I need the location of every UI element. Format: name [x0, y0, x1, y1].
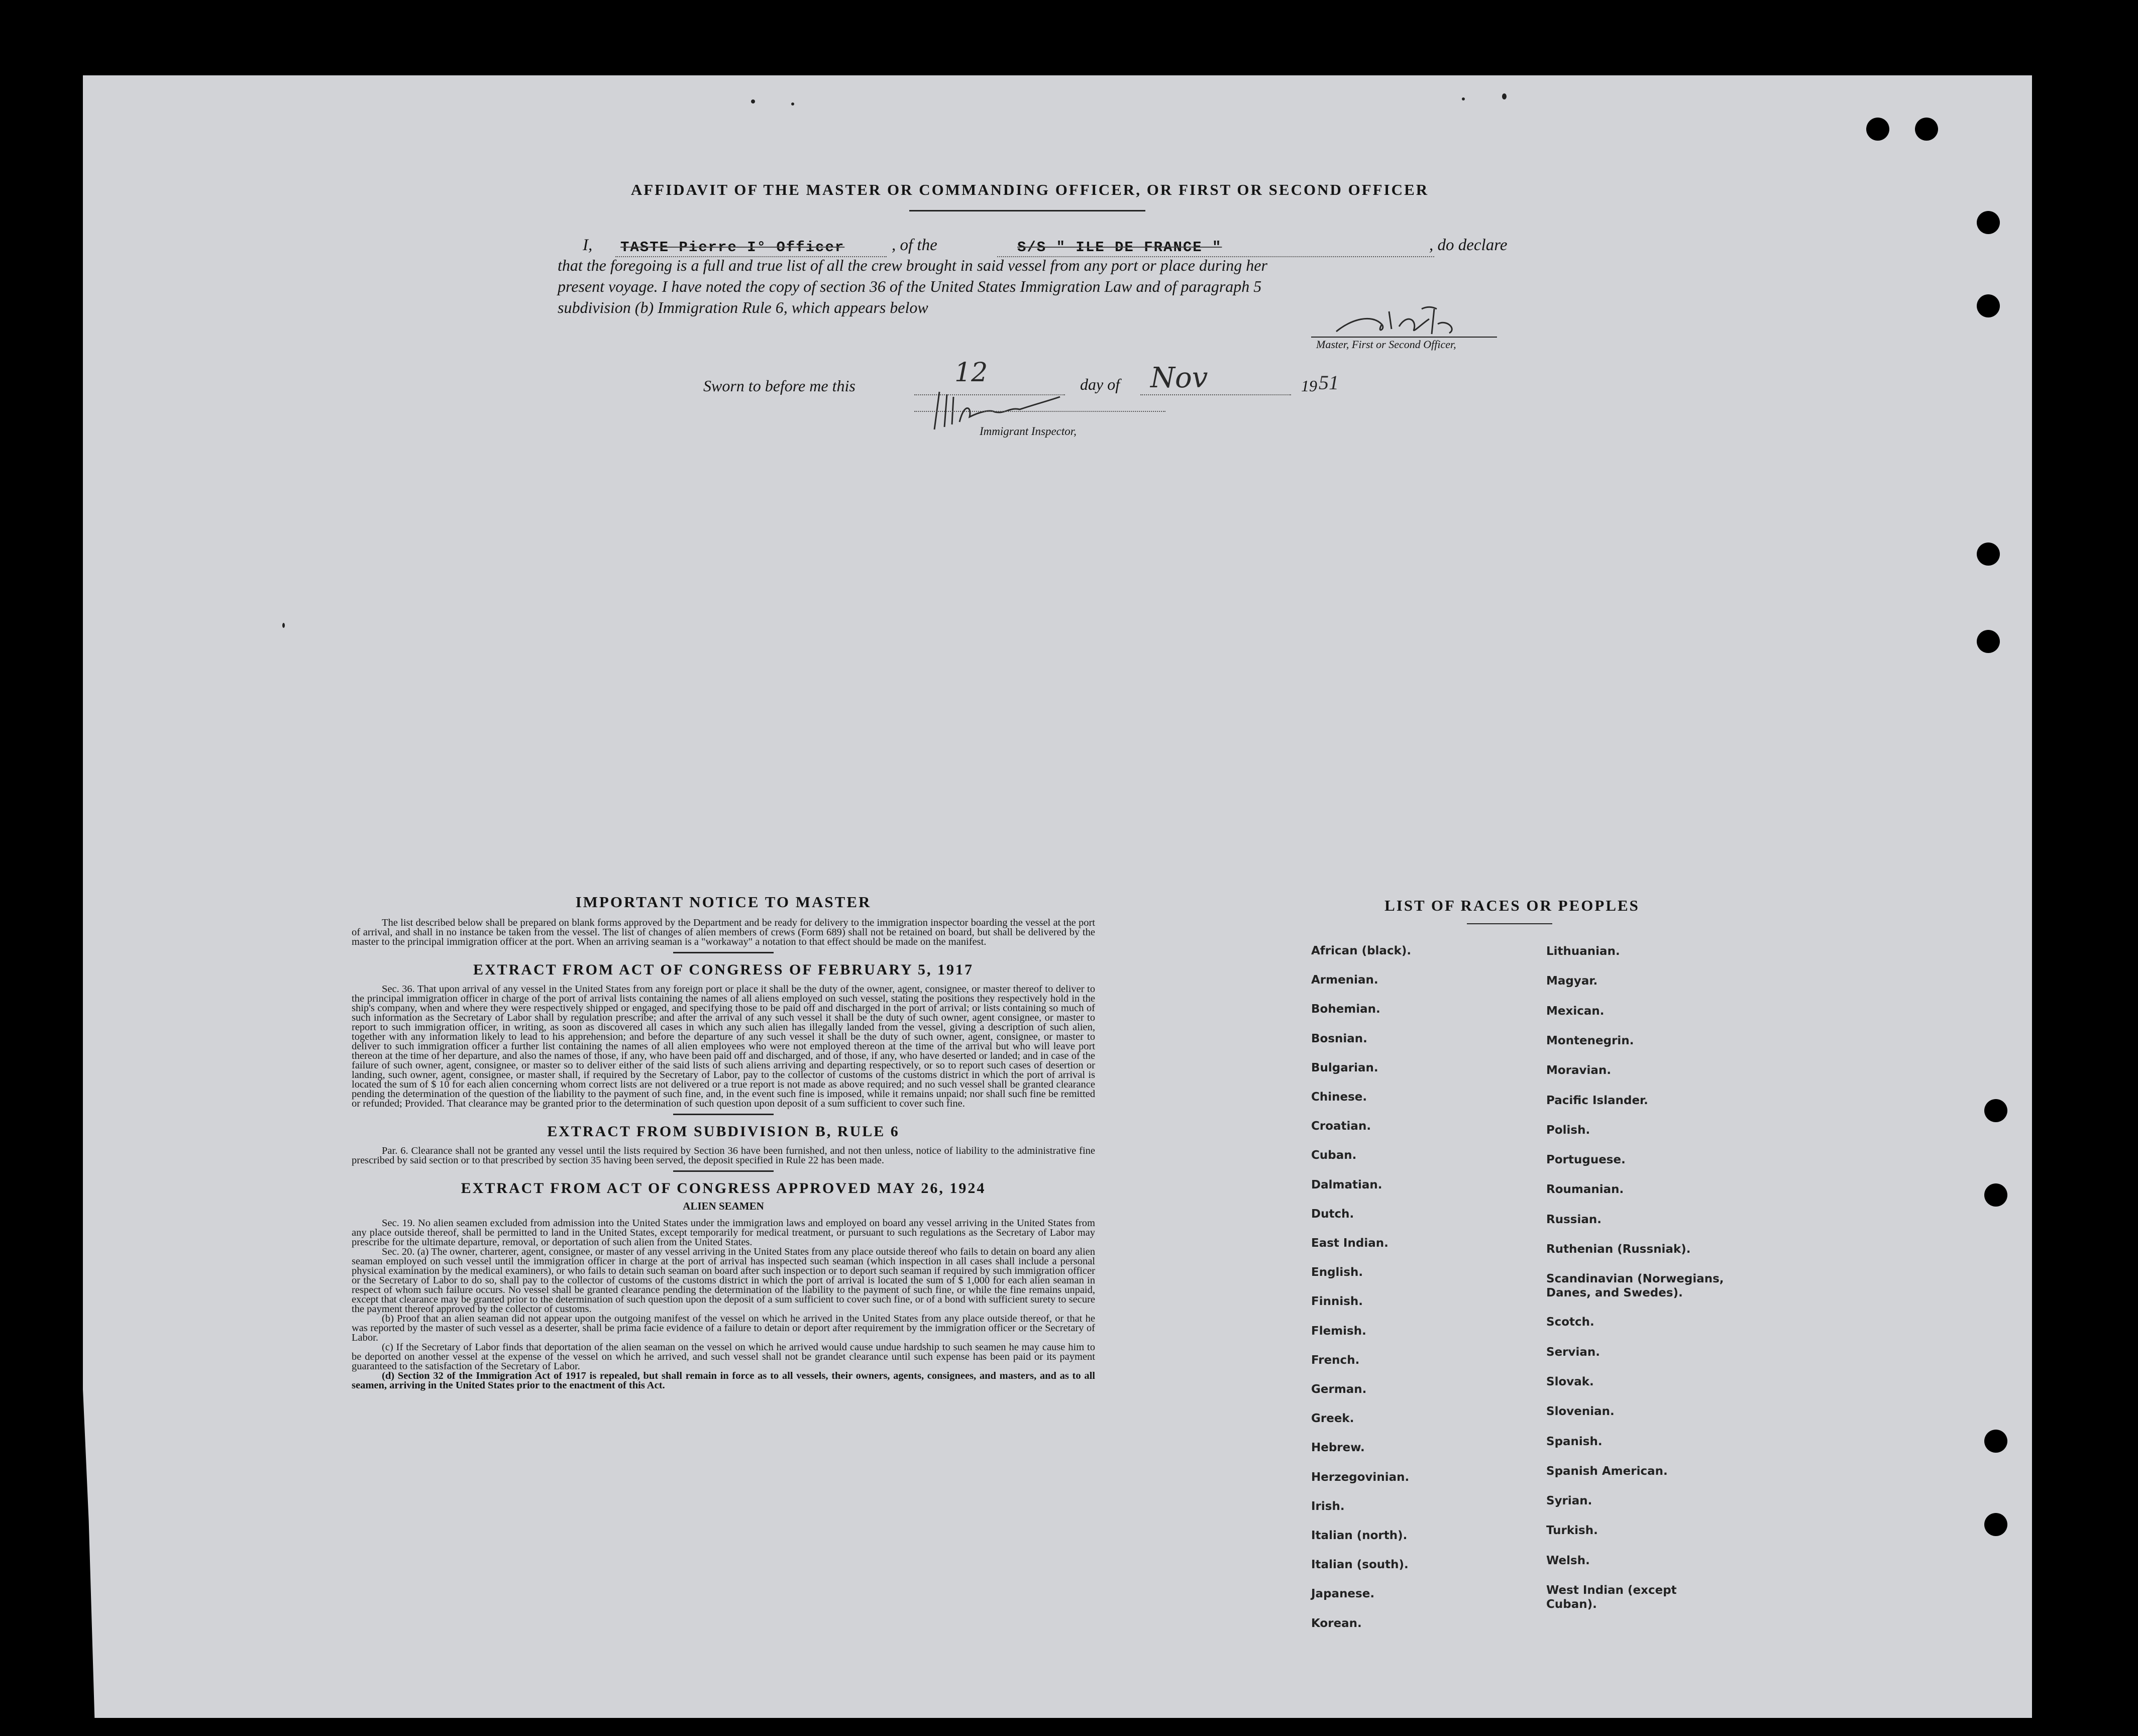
- extract-2-body: [352, 1146, 1095, 1165]
- race-left-item: Dutch.: [1311, 1207, 1354, 1221]
- paper-speck: [751, 99, 755, 103]
- race-left-item: Japanese.: [1311, 1587, 1375, 1601]
- section-19-text: Sec. 19. No alien seamen excluded from admission into the United States under the immigration laws and employed on board any vessel arriving in the United States from any place outside thereof, shall be permitted to land in the United States, except temporarily for medical treatment, or pursuant to such regulations as the Secretary of Labor may prescribe for the ultimate departure, removal, or deportation of such alien from the United States.: [352, 1218, 1095, 1248]
- race-left-item: Greek.: [1311, 1412, 1354, 1426]
- binder-hole: [1984, 1099, 2007, 1122]
- race-left-item: Bohemian.: [1311, 1003, 1380, 1016]
- divider: [673, 1170, 774, 1172]
- notice-body: [352, 918, 1095, 947]
- race-left-item: German.: [1311, 1383, 1367, 1396]
- month-line: [1140, 394, 1291, 395]
- race-left-item: Chinese.: [1311, 1091, 1367, 1104]
- race-left-item: French.: [1311, 1353, 1360, 1367]
- race-right-item: Scotch.: [1546, 1316, 1594, 1329]
- affidavit-title: AFFIDAVIT OF THE MASTER OR COMMANDING OFFICER, OR FIRST OR SECOND OFFICER: [630, 181, 1429, 198]
- extract-3-body: [352, 1219, 1095, 1390]
- race-left-item: Finnish.: [1311, 1295, 1363, 1309]
- race-right-item: Spanish.: [1546, 1435, 1602, 1448]
- section-20c-text: (c) If the Secretary of Labor finds that deportation of the alien seaman on the vessel on which he arrived would cause undue hardship to such seamen he may cause him to be deported on another vessel at the expense of the vessel on which he arrived, and such vessel shall not be grandet clearance until such expense has been paid or its payment guaranteed to the satisfaction of the Secretary of Labor.: [352, 1342, 1095, 1372]
- race-right-item: Spanish American.: [1546, 1464, 1668, 1478]
- affidavit-line-3: present voyage. I have noted the copy of section 36 of the United States Immigration Law and of paragraph 5: [558, 277, 1262, 295]
- binder-hole: [1866, 118, 1889, 141]
- divider: [673, 952, 774, 953]
- races-title: LIST OF RACES OR PEOPLES: [1384, 897, 1640, 914]
- paper-speck: [282, 623, 285, 628]
- notice-section: [352, 893, 1095, 1390]
- race-right-item: Turkish.: [1546, 1524, 1598, 1538]
- section-20a-text: Sec. 20. (a) The owner, charterer, agent, consignee, or master of any vessel arriving in the United States from any place outside thereof who fails to detain on board any alien seaman employed on such vessel until the immigration officer in charge at the port of arrival has inspected such seaman (which inspection in all cases shall include a personal physical examination by the medical examiners), or who fails to detain such seaman on board after such inspection or to deport such seaman if required by such immigration officer or the Secretary of Labor to do so, shall pay to the collector of customs of the customs district in which the port of arrival is located the sum of $ 1,000 for each alien seaman in respect of whom such failure occurs. No vessel shall be granted clearance pending the determination of the liability to the payment of such fine, or while the fine remains unpaid, except that clearance may be granted prior to the determination of such question upon the deposit of a sum sufficient to cover such fine, or of a bond with sufficient surety to secure the payment thereof approved by the collector of customs.: [352, 1246, 1095, 1315]
- race-right-item: Servian.: [1546, 1345, 1600, 1359]
- race-left-item: African (black).: [1311, 944, 1412, 957]
- paper-speck: [791, 102, 794, 105]
- race-right-item: Slovak.: [1546, 1375, 1594, 1388]
- binder-hole: [1915, 118, 1938, 141]
- vessel-name: S/S " ILE DE FRANCE ": [1017, 239, 1222, 256]
- extract-3-subtitle: ALIEN SEAMEN: [683, 1200, 764, 1212]
- inspector-caption: Immigrant Inspector,: [980, 425, 1077, 438]
- race-left-item: Bulgarian.: [1311, 1061, 1378, 1074]
- race-right-item: Ruthenian (Russniak).: [1546, 1243, 1691, 1256]
- binder-hole: [1984, 1183, 2007, 1207]
- binder-hole: [1977, 211, 2000, 234]
- extract-2-title: EXTRACT FROM SUBDIVISION B, RULE 6: [547, 1123, 900, 1140]
- race-right-item: Montenegrin.: [1546, 1034, 1634, 1047]
- race-right-item: Scandinavian (Norwegians, Danes, and Swedes).: [1546, 1272, 1724, 1300]
- title-underline: [909, 210, 1145, 211]
- race-right-item: Welsh.: [1546, 1554, 1590, 1567]
- race-right-item: Magyar.: [1546, 974, 1598, 988]
- race-right-item: Slovenian.: [1546, 1405, 1615, 1419]
- paper-speck: [1462, 97, 1465, 100]
- race-right-item: Roumanian.: [1546, 1183, 1624, 1197]
- race-right-item: Syrian.: [1546, 1494, 1592, 1508]
- affidavit-intro: I,: [583, 236, 593, 254]
- race-left-item: Hebrew.: [1311, 1441, 1365, 1455]
- race-left-item: Armenian.: [1311, 973, 1378, 987]
- binder-hole: [1977, 542, 2000, 566]
- section-20d-text: (d) Section 32 of the Immigration Act of 1917 is repealed, but shall remain in force as to all vessels, their owners, agents, consignees, and masters, and as to all seamen, arriving in the United States prior to the enactment of this Act.: [352, 1370, 1095, 1391]
- extract-2-text: Par. 6. Clearance shall not be granted any vessel until the lists required by Section 36 have been furnished, and not then unless, notice of liability to the administrative fine prescribed by said section or to that prescribed by section 35 having been served, the deposit specified in Rule 22 has been made.: [352, 1145, 1095, 1166]
- year-suffix: 51: [1319, 371, 1339, 394]
- inspector-line: [914, 411, 1165, 412]
- binder-hole: [1977, 294, 2000, 317]
- race-right-item: Moravian.: [1546, 1064, 1612, 1077]
- race-left-item: Herzegovinian.: [1311, 1470, 1410, 1484]
- race-right-item: West Indian (except Cuban).: [1546, 1584, 1677, 1611]
- binder-hole: [1984, 1430, 2007, 1453]
- binder-hole: [1977, 630, 2000, 653]
- race-left-item: Irish.: [1311, 1499, 1345, 1513]
- day-number: 12: [954, 358, 988, 388]
- extract-3-title: EXTRACT FROM ACT OF CONGRESS APPROVED MAY 26, 1924: [461, 1180, 986, 1197]
- race-right-item: Portuguese.: [1546, 1153, 1626, 1167]
- notice-title: IMPORTANT NOTICE TO MASTER: [575, 893, 872, 911]
- month-handwritten: Nov: [1150, 362, 1208, 394]
- race-left-item: Cuban.: [1311, 1149, 1357, 1162]
- of-the-label: , of the: [892, 236, 937, 254]
- race-right-item: Mexican.: [1546, 1004, 1605, 1018]
- signature-line: [1311, 337, 1497, 338]
- binder-hole: [1984, 1513, 2007, 1536]
- race-right-item: Lithuanian.: [1546, 945, 1620, 958]
- extract-1-body: [352, 985, 1095, 1109]
- race-right-item: Pacific Islander.: [1546, 1094, 1648, 1107]
- do-declare-label: , do declare: [1429, 236, 1508, 254]
- race-left-item: Croatian.: [1311, 1120, 1371, 1133]
- extract-1-text: Sec. 36. That upon arrival of any vessel in the United States from any foreign port or place it shall be the duty of the owner, agent, consignee, or master thereof to deliver to the principal immigration officer in charge of the port of arrival lists containing the names of all aliens employed on such vessel, stating the positions they respectively hold in the ship's company, when and where they were respectively shipped or engaged, and specifying those to be paid off and discharged in the port of arrival; or lists containing so much of such information as the Secretary of Labor shall by regulation prescribe; and after the arrival of any such vessel it shall be the duty of such owner, agent consignee, or master to report to such immigration officer, in writing, as soon as discovered all cases in which any such alien has illegally landed from the vessel, giving a description of such alien, together with any information likely to lead to his apprehension; and before the departure of any such vessel it shall be the duty of such owner, agent, consignee, or master to deliver to such immigration officer a further list containing the names of all alien employees who were not employed thereon at the time of the arrival but who will leave port thereon at the time of her departure, and also the names of those, if any, who have been paid off and discharged, and of those, if any, who have deserted or landed; and in case of the failure of such owner, agent, consignee, or master so to deliver either of the said lists of such aliens arriving and departing respectively, or so to report such cases of desertion or landing, such owner, agent, consignee, or master shall, if required by the Secretary of Labor, pay to the collector of customs of the customs district in which the port of arrival is located the sum of $ 10 for each alien concerning whom correct lists are not delivered or a true report is not made as above required; and no such vessel shall be granted clearance pending the determination of the question of the liability to the payment of such fine, and, in the event such fine is imposed, while it remains unpaid; nor shall such fine be remitted or refunded; Provided. That clearance may be granted prior to the determination of such question upon deposit of a sum sufficient to cover such fine.: [352, 984, 1095, 1109]
- affidavit-line-2: that the foregoing is a full and true list of all the crew brought in said vessel from any port or place during her: [558, 256, 1267, 274]
- race-left-item: Korean.: [1311, 1616, 1362, 1630]
- race-left-item: Italian (north).: [1311, 1529, 1408, 1542]
- extract-1-title: EXTRACT FROM ACT OF CONGRESS OF FEBRUARY 5, 1917: [473, 961, 974, 978]
- race-left-item: Flemish.: [1311, 1324, 1366, 1338]
- race-left-item: Bosnian.: [1311, 1032, 1367, 1045]
- year-prefix: 19: [1301, 377, 1317, 395]
- race-left-item: English.: [1311, 1266, 1363, 1279]
- affidavit-line-4: subdivision (b) Immigration Rule 6, which appears below: [558, 298, 928, 316]
- race-left-item: East Indian.: [1311, 1237, 1388, 1250]
- race-left-item: Italian (south).: [1311, 1558, 1409, 1572]
- paper-speck: [1502, 93, 1507, 99]
- race-right-item: Russian.: [1546, 1213, 1601, 1226]
- officer-caption: Master, First or Second Officer,: [1316, 338, 1456, 351]
- officer-name: TASTE Pierre I° Officer: [620, 239, 845, 256]
- race-left-item: Dalmatian.: [1311, 1178, 1382, 1191]
- divider: [673, 1114, 774, 1115]
- notice-body-text: The list described below shall be prepared on blank forms approved by the Department and be ready for delivery to the immigration inspector boarding the vessel at the port of arrival, and shall in no instance be taken from the vessel. The list of changes of alien members of crews (Form 689) shall not be retained on board, but shall be delivered by the master to the principal immigration officer at the port. When an arriving seaman is a "workaway" a notation to that effect should be made on the manifest.: [352, 917, 1095, 947]
- sworn-label: Sworn to before me this: [703, 377, 856, 395]
- races-title-underline: [1467, 923, 1552, 924]
- day-of-label: day of: [1080, 375, 1120, 393]
- race-right-item: Polish.: [1546, 1123, 1590, 1137]
- section-20b-text: (b) Proof that an alien seaman did not appear upon the outgoing manifest of the vessel on which he arrived in the United States from any place outside thereof, or that he was reported by the master of such vessel as a deserter, shall be prima facie evidence of a failure to detain or deport after requirement by the immigration officer or the Secretary of Labor.: [352, 1313, 1095, 1343]
